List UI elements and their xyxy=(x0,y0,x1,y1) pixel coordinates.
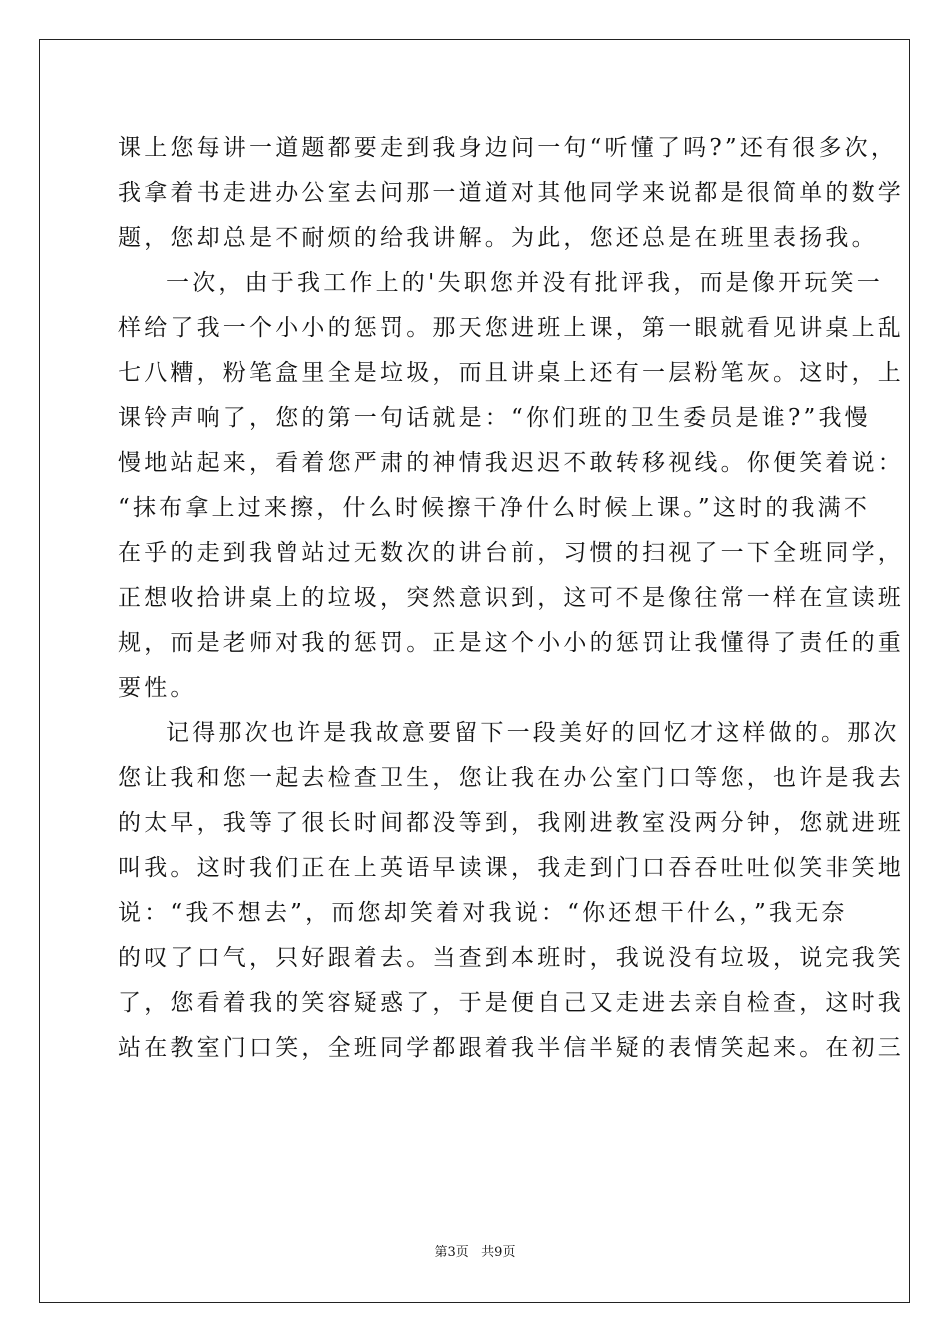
text-line: 了，您看着我的笑容疑惑了，于是便自己又走进去亲自检查，这时我 xyxy=(118,990,904,1016)
text-line: 说：“我不想去”，而您却笑着对我说：“你还想干什么，”我无奈 xyxy=(118,900,848,926)
text-line: 规，而是老师对我的惩罚。正是这个小小的惩罚让我懂得了责任的重 xyxy=(118,630,904,656)
text-line: 题，您却总是不耐烦的给我讲解。为此，您还总是在班里表扬我。 xyxy=(118,225,878,251)
text-line: 课上您每讲一道题都要走到我身边问一句“听懂了吗?”还有很多次， xyxy=(118,135,898,161)
text-line: 我拿着书走进办公室去问那一道道对其他同学来说都是很简单的数学 xyxy=(118,180,904,206)
text-line: 的太早，我等了很长时间都没等到，我刚进教室没两分钟，您就进班 xyxy=(118,810,904,836)
text-line: 七八糟，粉笔盒里全是垃圾，而且讲桌上还有一层粉笔灰。这时，上 xyxy=(118,360,904,386)
page-footer xyxy=(0,1244,950,1262)
text-line: 您让我和您一起去检查卫生，您让我在办公室门口等您，也许是我去 xyxy=(118,765,904,791)
text-line: 记得那次也许是我故意要留下一段美好的回忆才这样做的。那次 xyxy=(166,720,900,746)
page-number: 第3页 共9页 xyxy=(434,1245,516,1260)
text-line: 样给了我一个小小的惩罚。那天您进班上课，第一眼就看见讲桌上乱 xyxy=(118,315,904,341)
document-body xyxy=(118,126,904,1071)
text-line: 一次，由于我工作上的'失职您并没有批评我，而是像开玩笑一 xyxy=(166,270,883,296)
text-line: 叫我。这时我们正在上英语早读课，我走到门口吞吞吐吐似笑非笑地 xyxy=(118,855,904,881)
text-line: 正想收拾讲桌上的垃圾，突然意识到，这可不是像往常一样在宣读班 xyxy=(118,585,904,611)
text-line: “抹布拿上过来擦，什么时候擦干净什么时候上课。”这时的我满不 xyxy=(118,495,871,521)
text-line: 在乎的走到我曾站过无数次的讲台前，习惯的扫视了一下全班同学， xyxy=(118,540,904,566)
text-line: 的叹了口气，只好跟着去。当查到本班时，我说没有垃圾，说完我笑 xyxy=(118,945,904,971)
text-line: 慢地站起来，看着您严肃的神情我迟迟不敢转移视线。你便笑着说： xyxy=(118,450,904,476)
text-line: 站在教室门口笑，全班同学都跟着我半信半疑的表情笑起来。在初三 xyxy=(118,1035,904,1061)
text-line: 课铃声响了，您的第一句话就是：“你们班的卫生委员是谁?”我慢 xyxy=(118,405,871,431)
text-line: 要性。 xyxy=(118,675,197,701)
